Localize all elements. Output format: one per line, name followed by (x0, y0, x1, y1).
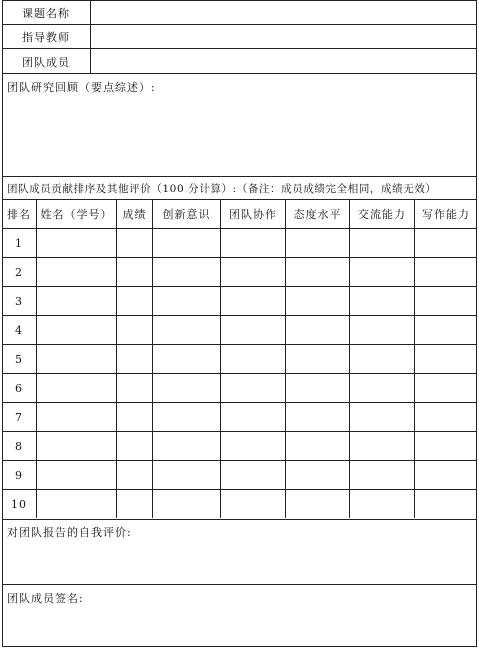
column-header: 写作能力 (414, 199, 477, 228)
rank-cell: 7 (2, 402, 36, 431)
rank-cell: 10 (2, 489, 36, 518)
score-entry-cell[interactable] (116, 257, 152, 286)
score-entry-cell[interactable] (36, 373, 116, 402)
score-entry-cell[interactable] (116, 228, 152, 257)
score-entry-cell[interactable] (116, 344, 152, 373)
score-entry-cell[interactable] (152, 431, 220, 460)
self-eval-heading: 对团队报告的自我评价: (7, 526, 132, 539)
column-header: 成绩 (116, 199, 152, 228)
section-line (2, 584, 477, 585)
score-entry-cell[interactable] (349, 402, 414, 431)
score-entry-cell[interactable] (152, 315, 220, 344)
score-entry-cell[interactable] (349, 257, 414, 286)
score-entry-cell[interactable] (285, 460, 349, 489)
score-entry-cell[interactable] (349, 286, 414, 315)
topic-name-label: 课题名称 (22, 7, 70, 20)
score-entry-cell[interactable] (349, 431, 414, 460)
score-entry-cell[interactable] (152, 373, 220, 402)
column-header: 姓名（学号） (36, 199, 116, 228)
rank-cell: 8 (2, 431, 36, 460)
score-entry-cell[interactable] (220, 228, 285, 257)
score-entry-cell[interactable] (285, 228, 349, 257)
score-entry-cell[interactable] (116, 489, 152, 518)
rank-cell: 3 (2, 286, 36, 315)
score-entry-cell[interactable] (414, 431, 477, 460)
evaluation-form (2, 0, 477, 647)
score-entry-cell[interactable] (285, 373, 349, 402)
score-entry-cell[interactable] (152, 402, 220, 431)
signature-heading: 团队成员签名: (7, 592, 84, 605)
column-header: 态度水平 (285, 199, 349, 228)
score-entry-cell[interactable] (285, 257, 349, 286)
advisor-label: 指导教师 (22, 31, 70, 44)
score-entry-cell[interactable] (414, 315, 477, 344)
score-entry-cell[interactable] (349, 373, 414, 402)
score-entry-cell[interactable] (220, 402, 285, 431)
score-entry-cell[interactable] (36, 431, 116, 460)
advisor-value[interactable] (98, 29, 468, 43)
column-header: 创新意识 (152, 199, 220, 228)
score-entry-cell[interactable] (220, 286, 285, 315)
score-entry-cell[interactable] (285, 402, 349, 431)
score-entry-cell[interactable] (152, 460, 220, 489)
score-entry-cell[interactable] (116, 373, 152, 402)
score-entry-cell[interactable] (36, 460, 116, 489)
review-heading: 团队研究回顾（要点综述）: (7, 81, 156, 94)
score-entry-cell[interactable] (414, 489, 477, 518)
rank-cell: 1 (2, 228, 36, 257)
score-entry-cell[interactable] (285, 286, 349, 315)
score-entry-cell[interactable] (414, 460, 477, 489)
score-entry-cell[interactable] (116, 402, 152, 431)
rank-cell: 9 (2, 460, 36, 489)
score-entry-cell[interactable] (285, 431, 349, 460)
score-entry-cell[interactable] (349, 460, 414, 489)
score-entry-cell[interactable] (220, 431, 285, 460)
score-entry-cell[interactable] (220, 315, 285, 344)
score-entry-cell[interactable] (414, 286, 477, 315)
score-entry-cell[interactable] (220, 344, 285, 373)
score-entry-cell[interactable] (116, 286, 152, 315)
score-entry-cell[interactable] (152, 228, 220, 257)
score-entry-cell[interactable] (116, 431, 152, 460)
section-line (2, 176, 477, 177)
row-line (2, 24, 477, 25)
score-entry-cell[interactable] (349, 489, 414, 518)
rank-cell: 4 (2, 315, 36, 344)
score-entry-cell[interactable] (349, 228, 414, 257)
rank-cell: 5 (2, 344, 36, 373)
score-entry-cell[interactable] (220, 257, 285, 286)
top-divider (90, 0, 91, 73)
score-entry-cell[interactable] (36, 257, 116, 286)
score-entry-cell[interactable] (349, 344, 414, 373)
team-members-label: 团队成员 (22, 56, 70, 69)
column-header: 排名 (2, 199, 36, 228)
team-members-value[interactable] (98, 54, 468, 68)
topic-name-value[interactable] (98, 5, 468, 19)
score-entry-cell[interactable] (36, 286, 116, 315)
score-entry-cell[interactable] (414, 344, 477, 373)
score-entry-cell[interactable] (36, 315, 116, 344)
score-entry-cell[interactable] (414, 373, 477, 402)
score-entry-cell[interactable] (36, 228, 116, 257)
score-entry-cell[interactable] (349, 315, 414, 344)
score-entry-cell[interactable] (152, 286, 220, 315)
column-header: 团队协作 (220, 199, 285, 228)
score-entry-cell[interactable] (36, 402, 116, 431)
score-entry-cell[interactable] (414, 402, 477, 431)
score-entry-cell[interactable] (152, 489, 220, 518)
score-entry-cell[interactable] (220, 460, 285, 489)
row-line (2, 73, 477, 74)
score-entry-cell[interactable] (285, 344, 349, 373)
score-entry-cell[interactable] (414, 257, 477, 286)
score-entry-cell[interactable] (220, 373, 285, 402)
score-entry-cell[interactable] (285, 489, 349, 518)
section-line (2, 519, 477, 520)
score-entry-cell[interactable] (285, 315, 349, 344)
score-entry-cell[interactable] (36, 344, 116, 373)
score-entry-cell[interactable] (152, 344, 220, 373)
score-entry-cell[interactable] (220, 489, 285, 518)
score-entry-cell[interactable] (36, 489, 116, 518)
score-entry-cell[interactable] (414, 228, 477, 257)
evaluation-heading: 团队成员贡献排序及其他评价（100 分计算）:（备注：成员成绩完全相同，成绩无效） (7, 183, 437, 195)
score-entry-cell[interactable] (116, 315, 152, 344)
rank-cell: 2 (2, 257, 36, 286)
column-header: 交流能力 (349, 199, 414, 228)
row-line (2, 48, 477, 49)
evaluation-table (2, 199, 477, 519)
score-entry-cell[interactable] (152, 257, 220, 286)
rank-cell: 6 (2, 373, 36, 402)
score-entry-cell[interactable] (116, 460, 152, 489)
